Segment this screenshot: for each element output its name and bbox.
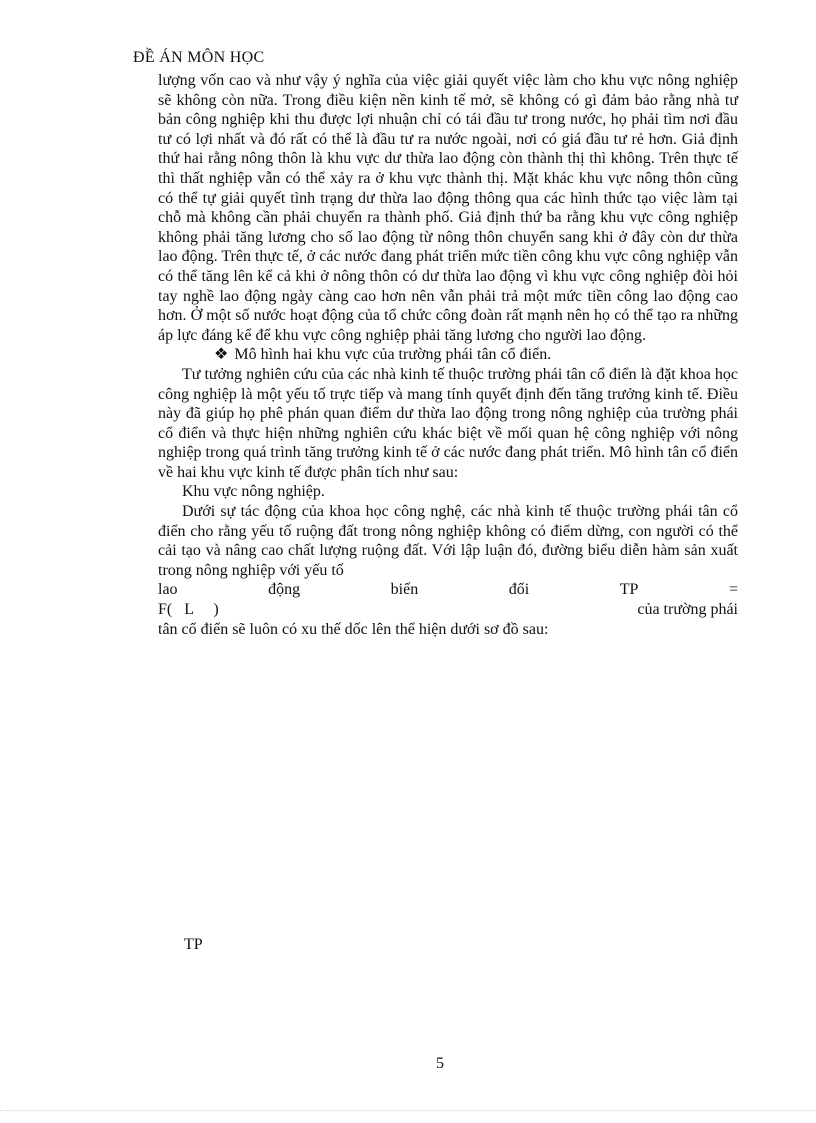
paragraph-3: Dưới sự tác động của khoa học công nghệ, các nhà kinh tế thuộc trường phái tân cổ điển cho rằng yếu tố ruộng đất trong nông nghiệp không có điểm dừng, con người có thể cải tạo và nâng cao chất lượng ruộng đất. Với lập luận đó, đường biểu diễn hàm sản xuất trong nông nghiệp với yếu tố: [158, 503, 738, 579]
bullet-heading-text: Mô hình hai khu vực của trường phái tân cổ điển.: [234, 346, 552, 364]
paragraph-2: Tư tưởng nghiên cứu của các nhà kinh tế thuộc trường phái tân cổ điển là đặt khoa học công nghiệp là một yếu tố trực tiếp và mang tính quyết định đến tăng trưởng kinh tế. Điều này đã giúp họ phê phán quan điểm dư thừa lao động trong nông nghiệp của trường phái cổ điển và thực hiện những nghiên cứu khác biệt về mối quan hệ công nghiệp với nông nghiệp trong quá trình tăng trưởng kinh tế ở các nước đang phát triển. Mô hình tân cổ điển về hai khu vực kinh tế được phân tích như sau:: [158, 365, 738, 481]
equation-word: TP: [619, 581, 639, 599]
equation-function: F( L ): [158, 601, 219, 619]
page-bottom-rule: [0, 1110, 816, 1111]
paragraph-1: lượng vốn cao và như vậy ý nghĩa của việc giải quyết việc làm cho khu vực nông nghiệp sẽ không còn nữa. Trong điều kiện nền kinh tế mở, sẽ không có gì đảm bảo rằng nhà tư bản công nghiệp khi thu được lợi nhuận chỉ có tái đầu tư trong nước, họ phải tìm nơi đầu tư có lợi nhất và đó rất có thể là đầu tư ra nước ngoài, nơi có giá đầu tư rẻ hơn. Giả định thứ hai rằng nông thôn là khu vực dư thừa lao động còn thành thị thì không. Trên thực tế thì thất nghiệp vẫn có thể xảy ra ở khu vực thành thị. Mặt khác khu vực nông thôn cũng có thể tự giải quyết tình trạng dư thừa lao động thông qua các hình thức tạo việc làm tại chỗ mà không cần phải chuyển ra thành phố. Giả định thứ ba rằng khu vực công nghiệp không phải tăng lương cho số lao động từ nông thôn chuyển sang khi ở đây còn dư thừa lao động. Trên thực tế, ở các nước đang phát triển mức tiền công khu vực công nghiệp vẫn có thể tăng lên kể cả khi ở nông thôn có dư thừa lao động vì khu vực công nghiệp đòi hỏi tay nghề lao động ngày càng cao hơn nên vẫn phải trả một mức tiền công lao động cao hơn. Ở một số nước hoạt động của tổ chức công đoàn rất mạnh nên họ có thể tạo ra những áp lực đáng kể để khu vực công nghiệp phải tăng lương cho người lao động.: [158, 72, 738, 344]
equation-word: lao: [158, 581, 178, 599]
closing-line: tân cổ điển sẽ luôn có xu thế dốc lên thể hiện dưới sơ đồ sau:: [158, 620, 549, 638]
page-number: 5: [436, 1055, 444, 1072]
equation-word: =: [728, 581, 738, 599]
bullet-heading: [158, 345, 738, 365]
equation-word: biến: [390, 581, 419, 599]
diagram-axis-label: TP: [184, 936, 203, 953]
diamond-bullet-icon: ❖: [214, 346, 229, 364]
equation-tail: của trường phái: [637, 601, 738, 619]
document-body: [158, 71, 738, 639]
equation-row-2: [158, 600, 738, 620]
equation-word: động: [268, 581, 301, 599]
equation-word: đổi: [508, 581, 530, 599]
equation-row-1: [158, 580, 738, 600]
page-header: ĐỀ ÁN MÔN HỌC: [133, 49, 265, 66]
section-label: Khu vực nông nghiệp.: [182, 483, 325, 501]
